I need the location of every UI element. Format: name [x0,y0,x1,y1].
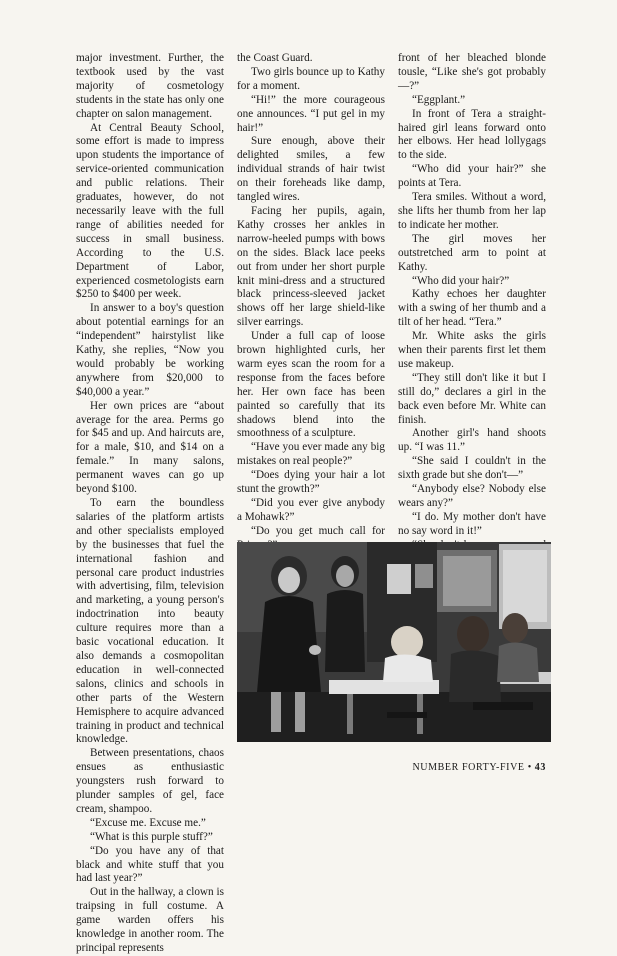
paragraph: To earn the boundless salaries of the platform artists and other specialists employed by the businesses that fuel the international fashion and personal care product industries with advertising, film, television and marketing, a young person's indoctrination into beauty culture requires more than a basic vocational education. It also demands a cosmopolitan education in well-connected salons, clinics and schools in other parts of the Western Hemisphere to acquire advanced training in product and technical knowledge. [76,497,224,746]
paragraph: “I do. My mother don't have no say word in it!” [398,510,546,537]
paragraph: “Have you ever made any big mistakes on real people?” [237,441,385,468]
paragraph: “Did you ever give anybody a Mohawk?” [237,497,385,523]
paragraph: Her own prices are “about average for the area. Perms go for $45 and up. And haircuts are, for a male, $10, and $14 on a female.” In many salons, permanent waves can go up beyond $100. [76,399,224,496]
page-footer [398,762,546,773]
paragraph: “Excuse me. Excuse me.” [90,816,206,829]
paragraph: front of her bleached blonde tousle, “Like she's got probably—?” [398,52,546,92]
paragraph: In answer to a boy's question about potential earnings for an “independent” hairstylist like Kathy, she replies, “Now you would probably be working anywhere from $20,000 to $40,000 a year.” [76,302,224,398]
text-column-1 [76,52,224,956]
paragraph: “They still don't like it but I still do,” declares a girl in the back even before Mr. White can finish. [398,371,546,426]
paragraph: “Does dying your hair a lot stunt the growth?” [237,469,385,496]
paragraph: Facing her pupils, again, Kathy crosses her ankles in narrow-heeled pumps with bows on the sides. Black lace peeks out from under her short purple knit mini-dress and a structured black princess-sleeved jacket shows off her large shield-like silver earrings. [237,204,385,329]
paragraph: “Hi!” the more courageous one announces. “I put gel in my hair!” [237,93,385,134]
paragraph: Sure enough, above their delighted smiles, a few individual strands of hair twist on their foreheads like damp, tangled wires. [237,135,385,204]
paragraph: Under a full cap of loose brown highlighted curls, her warm eyes scan the room for a response from the faces before her. Her own face has been painted so carefully that its shadows blend into the smoothness of a sculpture. [237,330,385,440]
paragraph: Between presentations, chaos ensues as enthusiastic youngsters rush forward to plunder samples of gel, face cream, shampoo. [76,747,224,815]
paragraph: “Do you get much call for [251,524,385,537]
paragraph: “Who did your hair?” [412,274,510,287]
paragraph: “What is this purple stuff?” [90,830,213,843]
paragraph: “Who did your hair?” she points at Tera. [398,163,546,190]
paragraph: Tera smiles. Without a word, she lifts her thumb from her lap to indicate her mother. [398,191,546,231]
paragraph: “Anybody else? Nobody else wears any?” [398,483,546,509]
paragraph: In front of Tera a straight-haired girl leans forward onto her elbows. Her head lollygags to the side. [398,107,546,162]
paragraph: At Central Beauty School, some effort is made to impress upon students the importance of service-oriented communication and public relations. Their graduates, however, do not necessarily leave with the full range of abilities needed for success in small business. According to the U.S. Department of Labor, experienced cosmetologists earn $250 to $400 per week. [76,121,224,301]
paragraph: Out in the hallway, a clown is traipsing in full costume. A game warden offers his knowledge in another room. The principal represents [76,886,224,954]
paragraph: Two girls bounce up to Kathy for a moment. [237,65,385,92]
paragraph: major investment. Further, the textbook used by the vast majority of cosmetology students in the state has only one chapter on salon management. [76,52,224,120]
classroom-photo [237,542,551,742]
paragraph: Mr. White asks the girls when their parents first let them use makeup. [398,330,546,370]
paragraph: the Coast Guard. [237,52,313,64]
paragraph: “Do you have any of that black and white stuff that you had last year?” [76,844,224,885]
paragraph: “Eggplant.” [412,93,466,106]
paragraph: Kathy echoes her daughter with a swing of her thumb and a tilt of her head. “Tera.” [398,288,546,329]
paragraph: Another girl's hand shoots up. “I was 11.” [398,427,546,454]
page-number: 43 [534,762,546,773]
paragraph: “She said I couldn't in the sixth grade but she don't—” [398,455,546,482]
publication-name: NUMBER FORTY-FIVE • [412,762,532,773]
paragraph: The girl moves her outstretched arm to point at Kathy. [398,232,546,273]
